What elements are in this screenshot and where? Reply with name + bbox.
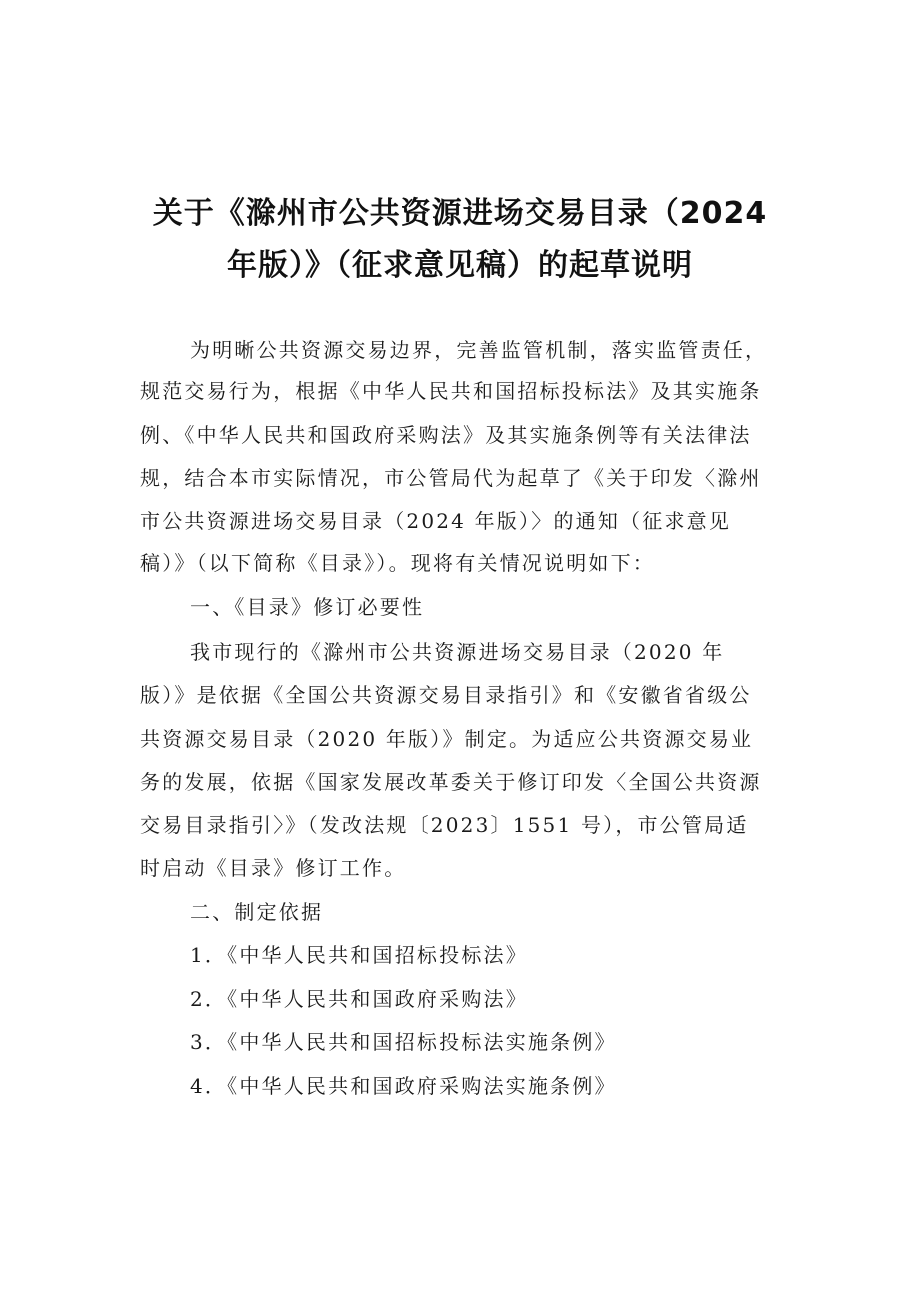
section-1-heading: 一、《目录》修订必要性 [190, 595, 425, 619]
document-title-line-1: 关于《滁州市公共资源进场交易目录（2024 [152, 196, 768, 231]
paragraph-2-line-5: 交易目录指引〉》（发改法规〔2023〕1551 号），市公管局适 [140, 813, 749, 837]
paragraph-2-line-4: 务的发展，依据《国家发展改革委关于修订印发〈全国公共资源 [140, 770, 762, 794]
paragraph-1-line-3: 例、《中华人民共和国政府采购法》及其实施条例等有关法律法 [140, 423, 752, 447]
paragraph-1-line-6: 稿）》（以下简称《目录》）。现将有关情况说明如下： [140, 551, 655, 575]
basis-list-item: 3．《中华人民共和国招标投标法实施条例》 [190, 1030, 617, 1054]
section-2-heading: 二、制定依据 [190, 900, 324, 924]
paragraph-2-line-1: 我市现行的《滁州市公共资源进场交易目录（2020 年 [190, 640, 725, 664]
basis-list-item: 2．《中华人民共和国政府采购法》 [190, 987, 528, 1011]
paragraph-1-line-2: 规范交易行为，根据《中华人民共和国招标投标法》及其实施条 [140, 379, 762, 403]
basis-list-item: 4．《中华人民共和国政府采购法实施条例》 [190, 1074, 617, 1098]
paragraph-2-line-3: 共资源交易目录（2020 年版）》制定。为适应公共资源交易业 [140, 727, 754, 751]
paragraph-1-line-5: 市公共资源进场交易目录（2024 年版）〉的通知（征求意见 [140, 509, 732, 533]
paragraph-1-line-4: 规，结合本市实际情况，市公管局代为起草了《关于印发〈滁州 [140, 466, 762, 490]
paragraph-2-line-6: 时启动《目录》修订工作。 [140, 856, 407, 880]
paragraph-2-line-2: 版）》是依据《全国公共资源交易目录指引》和《安徽省省级公 [140, 683, 752, 707]
paragraph-1-line-1: 为明晰公共资源交易边界，完善监管机制，落实监管责任， [190, 338, 768, 362]
document-title-line-2: 年版）》（征求意见稿）的起草说明 [227, 248, 693, 283]
basis-list-item: 1．《中华人民共和国招标投标法》 [190, 943, 528, 967]
